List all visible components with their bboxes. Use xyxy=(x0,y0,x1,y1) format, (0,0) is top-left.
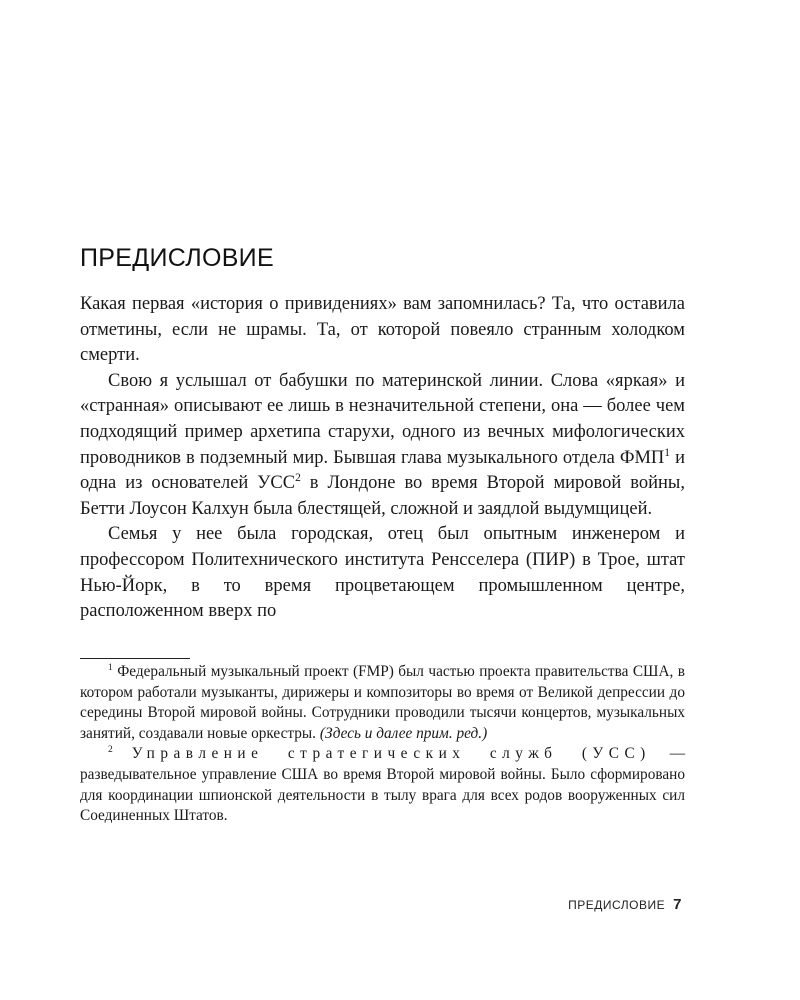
page-number: 7 xyxy=(673,896,682,913)
main-text xyxy=(80,292,685,625)
footnote-1-editor-note: (Здесь и далее прим. ред.) xyxy=(319,724,488,742)
footnote-1-marker: 1 xyxy=(108,662,113,673)
footnote-2 xyxy=(80,744,685,826)
paragraph-3: Семья у нее была городская, отец был опытным инженером и профессором Политехнического института Ренсселера (ПИР) в Трое, штат Нью-Йорк, в то время процветающем промышленном центре, расположенном вверх по xyxy=(80,524,685,622)
chapter-heading: ПРЕДИСЛОВИЕ xyxy=(80,244,274,272)
footer-section-title: ПРЕДИСЛОВИЕ xyxy=(568,898,666,912)
footnote-divider xyxy=(80,658,190,659)
footnote-ref-2: 2 xyxy=(295,472,301,484)
paragraph-2-part-b: и одна из основателей УСС xyxy=(80,447,685,494)
running-footer xyxy=(568,896,682,913)
footnotes xyxy=(80,662,685,827)
paragraph-1: Какая первая «история о привидениях» вам запомнилась? Та, что оставила отметины, если не шрамы. Та, от которой повеяло странным холодком смерти. xyxy=(80,294,685,366)
footnote-2-term: Управление стратегических служб (УСС) xyxy=(131,745,651,763)
footnote-1-text: Федеральный музыкальный проект (FMP) был частью проекта правительства США, в котором работали музыканты, дирижеры и композиторы во время от Великой депрессии до середины Второй мировой войны. Сотрудники проводили тысячи концертов, музыкальных занятий, создавали новые оркестры. xyxy=(80,663,685,742)
paragraph-2-part-c: в Лондоне во время Второй мировой войны, Бетти Лоусон Калхун была блестящей, сложной и заядлой выдумщицей. xyxy=(80,473,685,519)
footnote-1 xyxy=(80,662,685,744)
paragraph-2-part-a: Свою я услышал от бабушки по материнской линии. Слова «яркая» и «странная» описывают ее лишь в незначительной степени, она — более чем подходящий пример архетипа старухи, одного из вечных мифологических проводников в подземный мир. Бывшая глава музыкального отдела ФМП xyxy=(80,370,685,468)
footnote-2-marker: 2 xyxy=(108,745,113,756)
paragraph-2 xyxy=(80,369,685,523)
footnote-2-text: — разведывательное управление США во время Второй мировой войны. Было сформировано для координации шпионской деятельности в тылу врага для всех родов вооруженных сил Соединенных Штатов. xyxy=(80,745,685,825)
footnote-ref-1: 1 xyxy=(664,446,671,459)
